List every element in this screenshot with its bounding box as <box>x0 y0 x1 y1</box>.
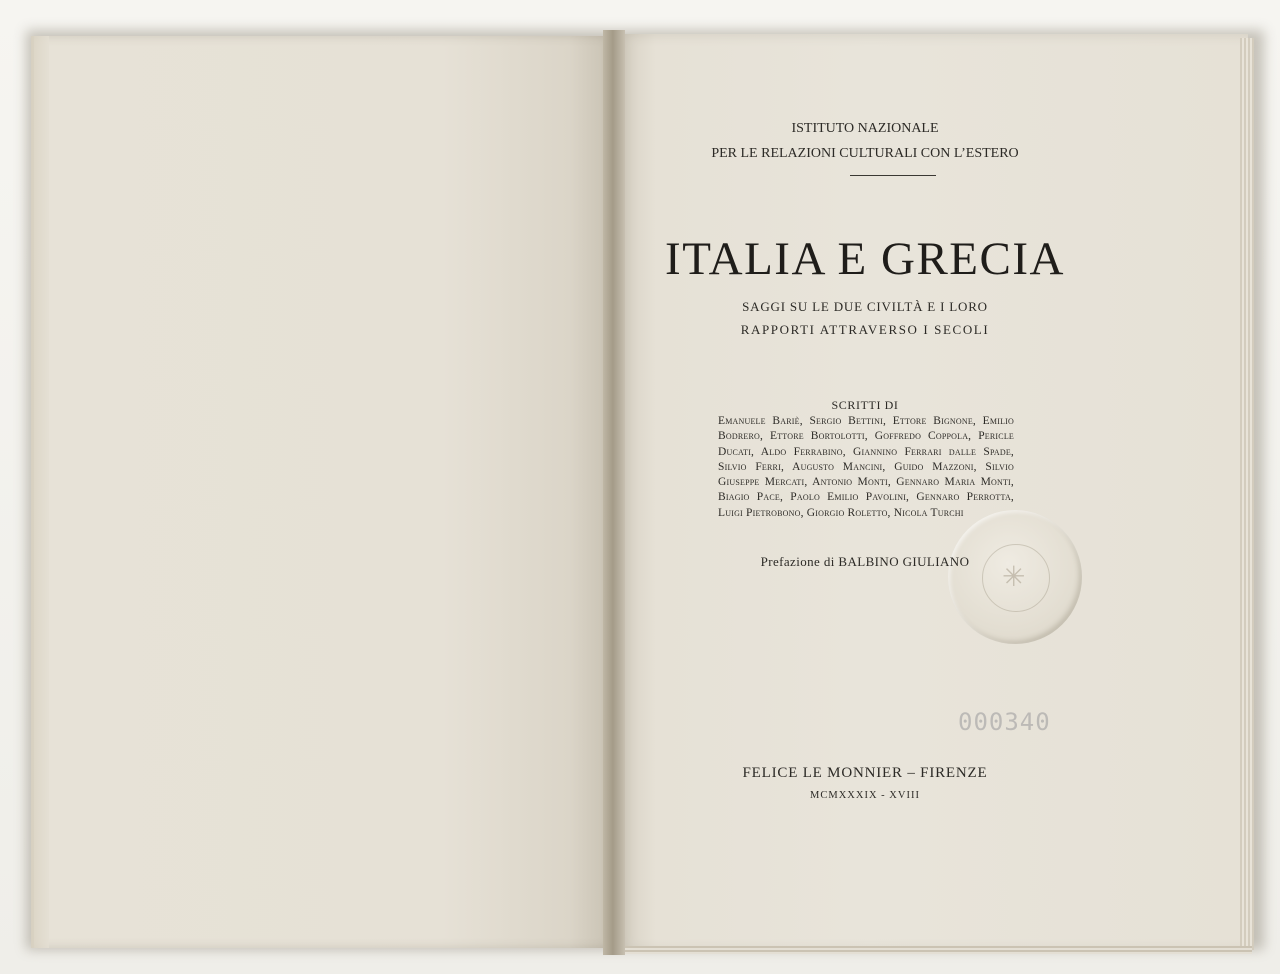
left-page-edge <box>31 36 49 948</box>
preface-credit: Prefazione di BALBINO GIULIANO <box>760 554 970 569</box>
book-gutter <box>603 30 625 955</box>
authors-list: Emanuele Bariè, Sergio Bettini, Ettore Bignone, Emilio Bodrero, Ettore Bortolotti, Goffredo Coppola, Pericle Ducati, Aldo Ferrabino, Giannino Ferrari dalle Spade, Silvio Ferri, Augusto Mancini, Guido Mazzoni, Silvio Giuseppe Mercati, Antonio Monti, Gennaro Maria Monti, Biagio Pace, Paolo Emilio Pavolini, Gennaro Perrotta, Luigi Pietrobono, Giorgio Roletto, Nicola Turchi <box>718 415 1014 519</box>
subtitle-line-1: SAGGI SU LE DUE CIVILTÀ E I LORO <box>742 299 988 314</box>
seal-star-icon: ✳ <box>1002 562 1026 593</box>
publisher: FELICE LE MONNIER – FIRENZE <box>742 765 988 781</box>
left-blank-page <box>31 36 616 948</box>
publication-year: MCMXXXIX - XVIII <box>810 790 920 801</box>
right-page-edge <box>1240 38 1254 950</box>
bottom-page-edge <box>618 946 1252 954</box>
book-title: ITALIA E GRECIA <box>665 233 1065 285</box>
institute-line-1: ISTITUTO NAZIONALE <box>791 121 939 136</box>
writers-heading: SCRITTI DI <box>831 398 899 412</box>
institute-line-2: PER LE RELAZIONI CULTURALI CON L’ESTERO <box>711 146 1019 161</box>
inventory-stamp-number: 000340 <box>958 708 1051 736</box>
divider-rule <box>850 175 936 176</box>
subtitle-line-2: RAPPORTI ATTRAVERSO I SECOLI <box>740 322 990 337</box>
